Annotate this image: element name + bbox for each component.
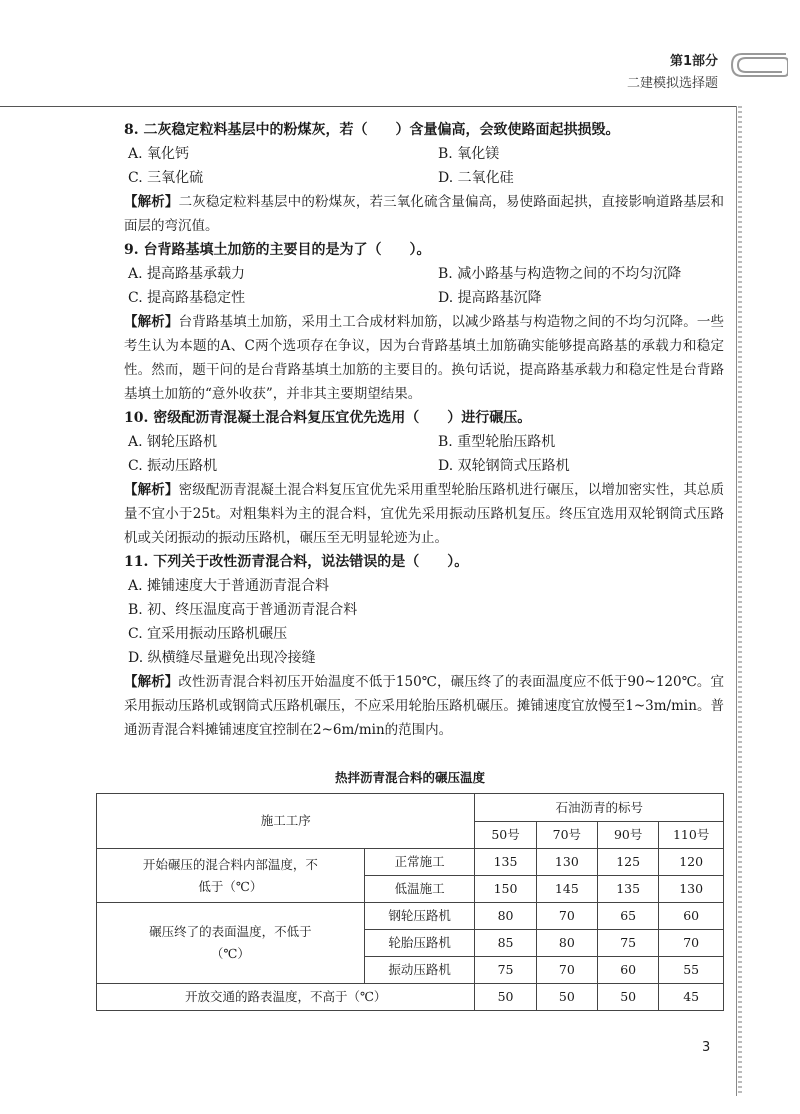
options [128,430,724,478]
grade-cell: 50号 [475,822,536,849]
question-content [124,118,724,742]
grade-cell: 70号 [536,822,597,849]
value-cell: 45 [659,984,724,1011]
option: C. 三氧化硫 [128,170,204,186]
analysis-tag: 【解析】 [124,482,179,498]
value-cell: 75 [598,930,659,957]
table-title: 热拌沥青混合料的碾压温度 [334,770,485,785]
group-label: 开始碾压的混合料内部温度，不低于（℃） [97,849,365,903]
right-margin-dots [738,106,742,1096]
option: B. 初、终压温度高于普通沥青混合料 [128,602,358,618]
value-cell: 55 [659,957,724,984]
value-cell: 50 [475,984,536,1011]
table-row [97,849,724,876]
analysis-text: 台背路基填土加筋，采用土工合成材料加筋，以减少路基与构造物之间的不均匀沉降。一些考生认为本题的A、C两个选项存在争议，因为台背路基填土加筋确实能够提高路基的承载力和稳定性。然而，题干问的是台背路基填土加筋的主要目的。换句话说，提高路基承载力和稳定性是台背路基填土加筋的“意外收获”，并非其主要期望结果。 [124,314,725,402]
value-cell: 75 [475,957,536,984]
group-label: 碾压终了的表面温度，不低于（℃） [97,903,365,984]
last-row-label: 开放交通的路表温度，不高于（℃） [97,984,475,1011]
question-stem: 8. 二灰稳定粒料基层中的粉煤灰，若（ ）含量偏高，会致使路面起拱损毁。 [124,122,620,138]
options [128,142,724,190]
analysis-text: 密级配沥青混凝土混合料复压宜优先采用重型轮胎压路机进行碾压，以增加密实性，其总质量不宜小于25t。对粗集料为主的混合料，宜优先采用振动压路机复压。终压宜选用双轮钢筒式压路机或关闭振动的振动压路机，碾压至无明显轮迹为止。 [124,482,725,546]
value-cell: 130 [536,849,597,876]
value-cell: 70 [536,957,597,984]
value-cell: 85 [475,930,536,957]
value-cell: 135 [475,849,536,876]
sub-label: 正常施工 [364,849,475,876]
grade-cell: 90号 [598,822,659,849]
value-cell: 130 [659,876,724,903]
value-cell: 50 [536,984,597,1011]
analysis [124,190,724,238]
sub-label: 低温施工 [364,876,475,903]
page-number: 3 [702,1040,711,1055]
table-row [97,903,724,930]
table-row [97,984,724,1011]
value-cell: 125 [598,849,659,876]
analysis [124,478,724,550]
option: C. 提高路基稳定性 [128,290,246,306]
option: D. 提高路基沉降 [438,290,542,306]
option: A. 摊铺速度大于普通沥青混合料 [128,578,330,594]
question-stem: 9. 台背路基填土加筋的主要目的是为了（ ）。 [124,242,431,258]
analysis [124,310,724,406]
value-cell: 150 [475,876,536,903]
sub-label: 轮胎压路机 [364,930,475,957]
question-stem: 11. 下列关于改性沥青混合料，说法错误的是（ ）。 [124,554,469,570]
option: D. 二氧化硅 [438,170,514,186]
value-cell: 80 [536,930,597,957]
option: A. 钢轮压路机 [128,434,218,450]
value-cell: 60 [598,957,659,984]
option: A. 提高路基承载力 [128,266,246,282]
options [128,262,724,310]
header-part-label: 第1部分 [669,54,718,69]
value-cell: 70 [536,903,597,930]
table-header-row [97,794,724,822]
value-cell: 135 [598,876,659,903]
header-subtitle: 二建模拟选择题 [626,76,718,91]
grade-cell: 110号 [659,822,724,849]
value-cell: 80 [475,903,536,930]
compaction-temperature-table [96,793,724,1011]
header-process: 施工工序 [97,794,475,849]
option: B. 重型轮胎压路机 [438,434,556,450]
value-cell: 120 [659,849,724,876]
sub-label: 钢轮压路机 [364,903,475,930]
value-cell: 65 [598,903,659,930]
analysis-tag: 【解析】 [124,194,179,210]
analysis-text: 二灰稳定粒料基层中的粉煤灰，若三氧化硫含量偏高，易使路面起拱，直接影响道路基层和面层的弯沉值。 [124,194,725,234]
paperclip-icon [728,48,788,82]
value-cell: 70 [659,930,724,957]
option: C. 宜采用振动压路机碾压 [128,626,288,642]
value-cell: 60 [659,903,724,930]
value-cell: 50 [598,984,659,1011]
analysis-tag: 【解析】 [124,314,179,330]
analysis-tag: 【解析】 [124,674,179,690]
header-grade: 石油沥青的标号 [475,794,724,822]
option: A. 氧化钙 [128,146,190,162]
value-cell: 145 [536,876,597,903]
sub-label: 振动压路机 [364,957,475,984]
option: D. 纵横缝尽量避免出现冷接缝 [128,650,316,666]
analysis-text: 改性沥青混合料初压开始温度不低于150℃，碾压终了的表面温度应不低于90~120℃。宜采用振动压路机或钢筒式压路机碾压，不应采用轮胎压路机碾压。摊铺速度宜放慢至1~3m/min。普通沥青混合料摊铺速度宜控制在2~6m/min的范围内。 [124,674,724,738]
right-margin-rule [736,106,737,1096]
analysis [124,670,724,742]
question-stem: 10. 密级配沥青混凝土混合料复压宜优先选用（ ）进行碾压。 [124,410,532,426]
header-rule [0,106,736,107]
option: D. 双轮钢筒式压路机 [438,458,570,474]
option: C. 振动压路机 [128,458,218,474]
option: B. 减小路基与构造物之间的不均匀沉降 [438,266,682,282]
option: B. 氧化镁 [438,146,500,162]
